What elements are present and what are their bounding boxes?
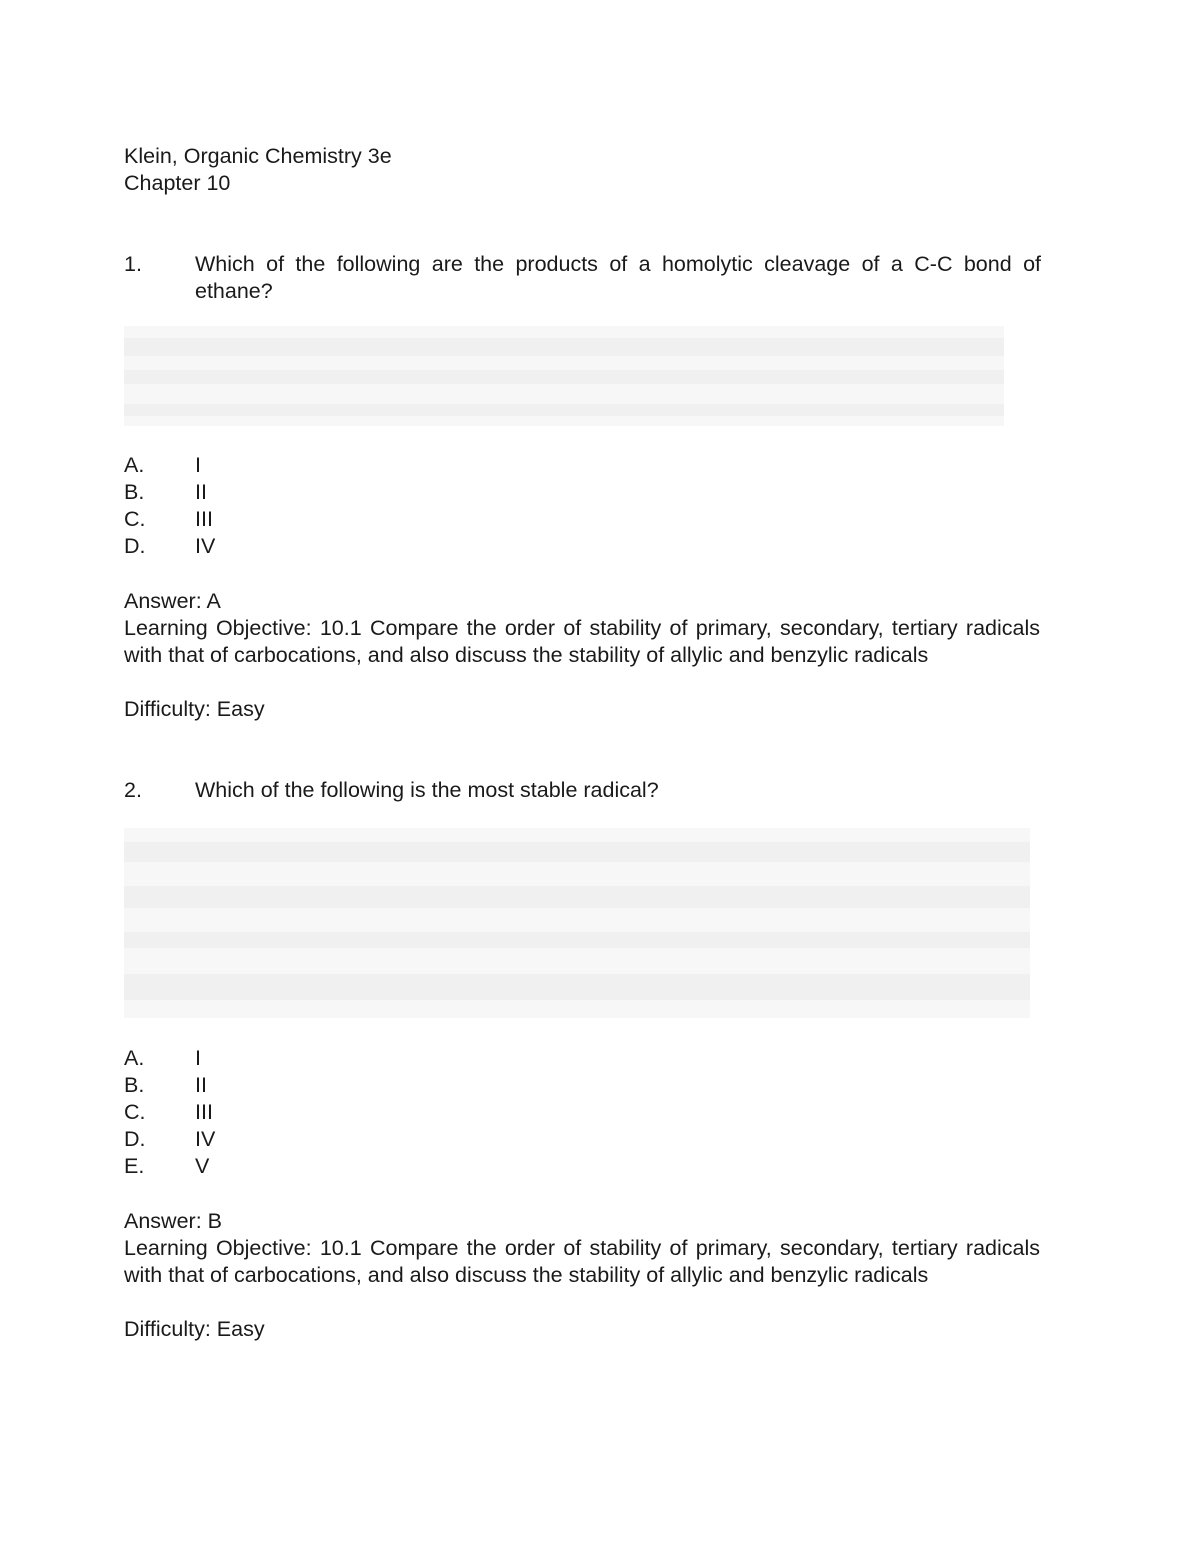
learning-objective: Learning Objective: 10.1 Compare the order of stability of primary, secondary, tertiary radicals with that of carbocations, and also discuss the stability of allylic and benzylic radicals (124, 616, 1040, 667)
question-number: 1. (124, 252, 142, 276)
document-title: Klein, Organic Chemistry 3e (124, 144, 392, 168)
answer-line: Answer: A (124, 589, 221, 613)
difficulty-line: Difficulty: Easy (124, 697, 265, 721)
question-number: 2. (124, 778, 142, 802)
option-letter: A. (124, 453, 145, 477)
option-letter: B. (124, 1073, 145, 1097)
option-letter: E. (124, 1154, 145, 1178)
option-value: I (195, 1046, 201, 1070)
option-value: II (195, 480, 207, 504)
chapter-label: Chapter 10 (124, 171, 231, 195)
question-text: Which of the following are the products of a homolytic cleavage of a C-C bond of ethane? (195, 252, 1041, 303)
option-value: I (195, 453, 201, 477)
option-value: III (195, 507, 213, 531)
structure-figure-redacted (124, 828, 1030, 1018)
option-value: II (195, 1073, 207, 1097)
option-value: III (195, 1100, 213, 1124)
option-letter: D. (124, 1127, 146, 1151)
answer-line: Answer: B (124, 1209, 222, 1233)
option-letter: C. (124, 507, 146, 531)
option-letter: A. (124, 1046, 145, 1070)
difficulty-line: Difficulty: Easy (124, 1317, 265, 1341)
learning-objective: Learning Objective: 10.1 Compare the order of stability of primary, secondary, tertiary radicals with that of carbocations, and also discuss the stability of allylic and benzylic radicals (124, 1236, 1040, 1287)
option-value: IV (195, 1127, 216, 1151)
option-letter: C. (124, 1100, 146, 1124)
question-text: Which of the following is the most stable radical? (195, 778, 659, 802)
option-value: V (195, 1154, 210, 1178)
option-letter: B. (124, 480, 145, 504)
option-value: IV (195, 534, 216, 558)
structure-figure-redacted (124, 326, 1004, 426)
option-letter: D. (124, 534, 146, 558)
